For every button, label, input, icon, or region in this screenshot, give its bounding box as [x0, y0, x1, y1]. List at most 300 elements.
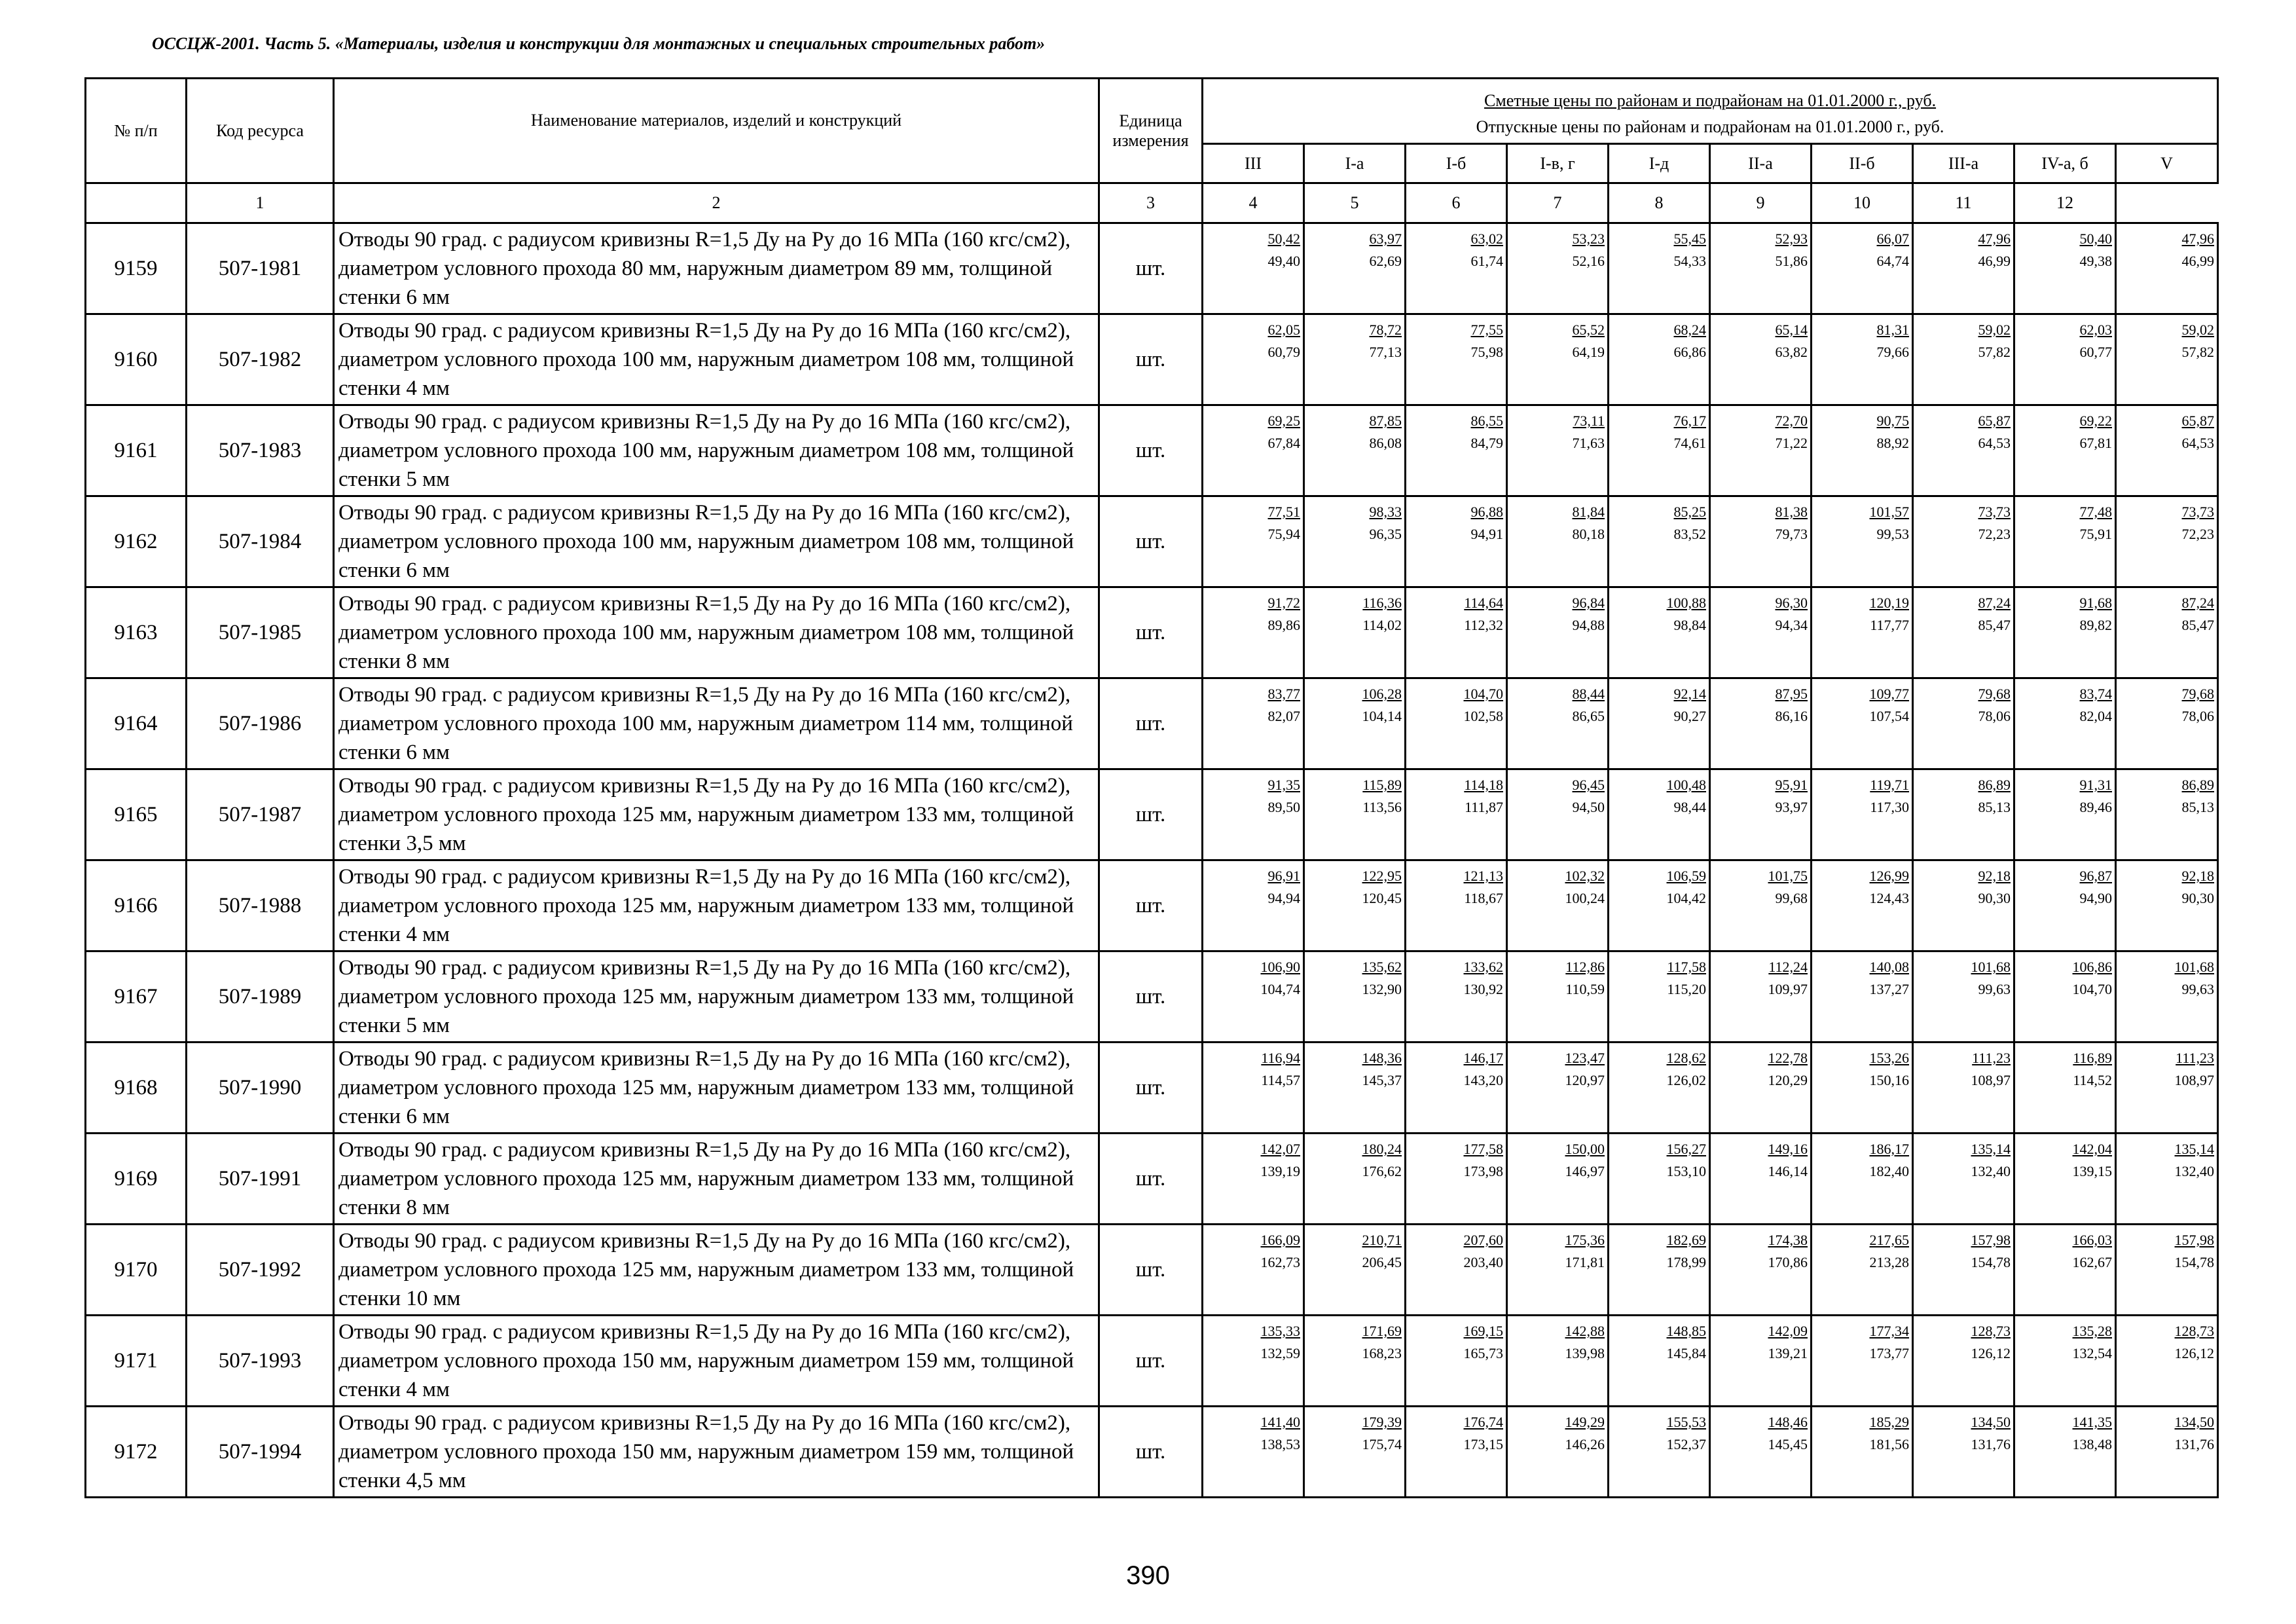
release-price: 139,98 — [1565, 1345, 1605, 1361]
release-price: 120,29 — [1768, 1072, 1808, 1088]
price-cell — [1710, 951, 1812, 1043]
release-price: 79,73 — [1775, 526, 1808, 542]
estimate-price: 95,91 — [1775, 777, 1808, 793]
column-number: 6 — [1406, 183, 1507, 223]
release-prices-title: Отпускные цены по районам и подрайонам на 01.01.2000 г., руб. — [1476, 117, 1944, 136]
estimate-price: 117,58 — [1667, 959, 1706, 975]
price-cell — [1203, 1407, 1304, 1498]
price-cell — [1304, 496, 1406, 587]
price-cell — [1710, 678, 1812, 769]
release-price: 85,13 — [1978, 799, 2011, 815]
unit: шт. — [1099, 678, 1203, 769]
resource-code: 507-1981 — [187, 223, 334, 314]
price-cell — [1710, 1407, 1812, 1498]
price-cell — [2116, 1225, 2218, 1316]
price-cell — [2014, 678, 2116, 769]
estimate-price: 85,25 — [1673, 504, 1706, 520]
price-cell — [1609, 587, 1710, 678]
price-cell — [2014, 1134, 2116, 1225]
estimate-price: 148,36 — [1362, 1050, 1402, 1066]
release-price: 181,56 — [1869, 1436, 1909, 1452]
estimate-price: 115,89 — [1362, 777, 1402, 793]
estimate-price: 176,74 — [1463, 1414, 1503, 1430]
release-price: 146,14 — [1768, 1163, 1808, 1179]
price-cell — [1203, 678, 1304, 769]
price-cell — [1812, 1134, 1913, 1225]
release-price: 139,21 — [1768, 1345, 1808, 1361]
release-price: 203,40 — [1463, 1254, 1503, 1270]
price-cell — [1710, 405, 1812, 496]
price-cell — [1913, 860, 2014, 951]
release-price: 74,61 — [1673, 435, 1706, 451]
price-cell — [1304, 587, 1406, 678]
price-cell — [1203, 1134, 1304, 1225]
release-price: 86,16 — [1775, 708, 1808, 724]
release-price: 104,74 — [1260, 981, 1300, 997]
column-number: 11 — [1913, 183, 2014, 223]
estimate-price: 73,73 — [2181, 504, 2215, 520]
estimate-price: 149,29 — [1565, 1414, 1605, 1430]
price-cell — [1507, 223, 1609, 314]
release-price: 63,82 — [1775, 344, 1808, 360]
release-price: 143,20 — [1463, 1072, 1503, 1088]
resource-code: 507-1985 — [187, 587, 334, 678]
price-cell — [1507, 314, 1609, 405]
resource-code: 507-1986 — [187, 678, 334, 769]
resource-code: 507-1988 — [187, 860, 334, 951]
release-price: 102,58 — [1463, 708, 1503, 724]
estimate-price: 78,72 — [1369, 322, 1402, 338]
table-row — [86, 769, 2218, 860]
estimate-price: 126,99 — [1869, 868, 1909, 884]
release-price: 173,98 — [1463, 1163, 1503, 1179]
column-number: 1 — [187, 183, 334, 223]
estimate-price: 100,88 — [1666, 595, 1706, 611]
estimate-price: 140,08 — [1869, 959, 1909, 975]
column-number: 3 — [1099, 183, 1203, 223]
price-cell — [2014, 951, 2116, 1043]
district-header: II-б — [1812, 144, 1913, 183]
release-price: 108,97 — [1971, 1072, 2011, 1088]
price-cell — [1609, 678, 1710, 769]
price-cell — [1304, 951, 1406, 1043]
estimate-price: 96,45 — [1572, 777, 1605, 793]
estimate-price: 101,75 — [1768, 868, 1808, 884]
estimate-price: 96,84 — [1572, 595, 1605, 611]
estimate-price: 52,93 — [1775, 231, 1808, 247]
price-cell — [1812, 405, 1913, 496]
price-cell — [2116, 769, 2218, 860]
price-cell — [1406, 587, 1507, 678]
estimate-price: 106,59 — [1666, 868, 1706, 884]
price-cell — [1406, 951, 1507, 1043]
price-cell — [1304, 860, 1406, 951]
price-cell — [2014, 314, 2116, 405]
estimate-price: 135,33 — [1260, 1323, 1300, 1339]
release-price: 89,86 — [1267, 617, 1300, 633]
price-cell — [1507, 1225, 1609, 1316]
price-cell — [1507, 860, 1609, 951]
estimate-price: 101,57 — [1869, 504, 1909, 520]
estimate-price: 112,86 — [1565, 959, 1605, 975]
estimate-price: 53,23 — [1572, 231, 1605, 247]
price-cell — [1406, 1134, 1507, 1225]
release-price: 85,47 — [1978, 617, 2011, 633]
price-cell — [1406, 223, 1507, 314]
estimate-price: 174,38 — [1768, 1232, 1808, 1248]
resource-code: 507-1989 — [187, 951, 334, 1043]
row-number: 9160 — [86, 314, 187, 405]
price-cell — [1710, 496, 1812, 587]
estimate-price: 83,74 — [2079, 686, 2112, 702]
estimate-price: 86,55 — [1470, 413, 1503, 429]
unit: шт. — [1099, 1043, 1203, 1134]
price-cell — [1710, 769, 1812, 860]
column-number: 12 — [2014, 183, 2116, 223]
estimate-price: 101,68 — [2174, 959, 2215, 975]
estimate-price: 91,72 — [1267, 595, 1300, 611]
item-name: Отводы 90 град. с радиусом кривизны R=1,5 Ду на Ру до 16 МПа (160 кгс/см2), диаметром условного прохода 100 мм, наружным диаметром 108 мм, толщиной стенки 6 мм — [334, 496, 1099, 587]
release-price: 206,45 — [1362, 1254, 1402, 1270]
release-price: 46,99 — [1978, 253, 2011, 269]
release-price: 67,81 — [2079, 435, 2112, 451]
estimate-price: 81,31 — [1876, 322, 1909, 338]
estimate-price: 135,14 — [2174, 1141, 2215, 1157]
estimate-price: 128,73 — [1971, 1323, 2011, 1339]
price-cell — [1609, 769, 1710, 860]
price-cell — [1812, 951, 1913, 1043]
district-header: IV-а, б — [2014, 144, 2116, 183]
release-price: 62,69 — [1369, 253, 1402, 269]
table-row — [86, 678, 2218, 769]
release-price: 176,62 — [1362, 1163, 1402, 1179]
estimate-price: 86,89 — [2181, 777, 2215, 793]
release-price: 93,97 — [1775, 799, 1808, 815]
resource-code: 507-1994 — [187, 1407, 334, 1498]
price-cell — [1609, 1134, 1710, 1225]
price-cell — [1203, 314, 1304, 405]
resource-code: 507-1984 — [187, 496, 334, 587]
release-price: 146,26 — [1565, 1436, 1605, 1452]
estimate-price: 122,95 — [1362, 868, 1402, 884]
price-cell — [2014, 1316, 2116, 1407]
release-price: 117,30 — [1870, 799, 1909, 815]
estimate-price: 122,78 — [1768, 1050, 1808, 1066]
release-price: 98,84 — [1673, 617, 1706, 633]
column-header-prices — [1203, 79, 2218, 144]
estimate-price: 148,46 — [1768, 1414, 1808, 1430]
price-cell — [1913, 1225, 2014, 1316]
estimate-price: 47,96 — [2181, 231, 2215, 247]
price-cell — [1812, 314, 1913, 405]
price-cell — [1304, 1316, 1406, 1407]
estimate-price: 106,90 — [1260, 959, 1300, 975]
release-price: 146,97 — [1565, 1163, 1605, 1179]
price-cell — [1913, 496, 2014, 587]
release-price: 145,84 — [1666, 1345, 1706, 1361]
estimate-price: 96,30 — [1775, 595, 1808, 611]
price-cell — [1812, 1225, 1913, 1316]
price-cell — [2116, 496, 2218, 587]
estimate-price: 177,34 — [1869, 1323, 1909, 1339]
price-cell — [2116, 223, 2218, 314]
estimate-price: 59,02 — [1978, 322, 2011, 338]
release-price: 114,02 — [1362, 617, 1402, 633]
resource-code: 507-1992 — [187, 1225, 334, 1316]
table-row — [86, 1407, 2218, 1498]
estimate-price: 150,00 — [1565, 1141, 1605, 1157]
price-cell — [2116, 860, 2218, 951]
release-price: 126,12 — [1971, 1345, 2011, 1361]
release-price: 96,35 — [1369, 526, 1402, 542]
release-price: 132,54 — [2072, 1345, 2112, 1361]
price-cell — [2014, 1407, 2116, 1498]
release-price: 82,07 — [1267, 708, 1300, 724]
estimate-price: 142,09 — [1768, 1323, 1808, 1339]
unit: шт. — [1099, 1225, 1203, 1316]
estimate-price: 96,91 — [1267, 868, 1300, 884]
release-price: 49,40 — [1267, 253, 1300, 269]
item-name: Отводы 90 град. с радиусом кривизны R=1,5 Ду на Ру до 16 МПа (160 кгс/см2), диаметром условного прохода 125 мм, наружным диаметром 133 мм, толщиной стенки 6 мм — [334, 1043, 1099, 1134]
estimate-price: 79,68 — [2181, 686, 2215, 702]
release-price: 132,40 — [1971, 1163, 2011, 1179]
estimate-price: 135,14 — [1971, 1141, 2011, 1157]
price-cell — [1203, 951, 1304, 1043]
release-price: 84,79 — [1470, 435, 1503, 451]
table-row — [86, 587, 2218, 678]
resource-code: 507-1987 — [187, 769, 334, 860]
unit: шт. — [1099, 1316, 1203, 1407]
release-price: 98,44 — [1673, 799, 1706, 815]
price-cell — [2014, 1043, 2116, 1134]
estimate-price: 65,87 — [1978, 413, 2011, 429]
estimate-price: 87,24 — [2181, 595, 2215, 611]
table-row — [86, 1043, 2218, 1134]
estimate-price: 86,89 — [1978, 777, 2011, 793]
price-cell — [1913, 1134, 2014, 1225]
item-name: Отводы 90 град. с радиусом кривизны R=1,5 Ду на Ру до 16 МПа (160 кгс/см2), диаметром условного прохода 100 мм, наружным диаметром 108 мм, толщиной стенки 8 мм — [334, 587, 1099, 678]
estimate-price: 77,55 — [1470, 322, 1503, 338]
estimate-price: 135,62 — [1362, 959, 1402, 975]
district-header: I-б — [1406, 144, 1507, 183]
release-price: 154,78 — [2174, 1254, 2215, 1270]
release-price: 71,63 — [1572, 435, 1605, 451]
estimate-price: 100,48 — [1666, 777, 1706, 793]
district-header: III-а — [1913, 144, 2014, 183]
estimate-price: 141,35 — [2072, 1414, 2112, 1430]
price-cell — [1609, 951, 1710, 1043]
item-name: Отводы 90 град. с радиусом кривизны R=1,5 Ду на Ру до 16 МПа (160 кгс/см2), диаметром условного прохода 125 мм, наружным диаметром 133 мм, толщиной стенки 5 мм — [334, 951, 1099, 1043]
price-cell — [1203, 496, 1304, 587]
release-price: 145,37 — [1362, 1072, 1402, 1088]
price-cell — [1203, 860, 1304, 951]
estimate-price: 111,23 — [1972, 1050, 2011, 1066]
estimate-price: 88,44 — [1572, 686, 1605, 702]
price-cell — [1507, 1316, 1609, 1407]
estimate-price: 157,98 — [2174, 1232, 2215, 1248]
release-price: 83,52 — [1673, 526, 1706, 542]
price-cell — [2116, 314, 2218, 405]
release-price: 90,30 — [1978, 890, 2011, 906]
release-price: 94,88 — [1572, 617, 1605, 633]
row-number: 9164 — [86, 678, 187, 769]
estimate-price: 133,62 — [1463, 959, 1503, 975]
release-price: 154,78 — [1971, 1254, 2011, 1270]
price-cell — [1609, 1316, 1710, 1407]
table-row — [86, 405, 2218, 496]
estimate-price: 104,70 — [1463, 686, 1503, 702]
page-number: 390 — [1126, 1561, 1170, 1590]
column-number: 4 — [1203, 183, 1304, 223]
release-price: 85,13 — [2181, 799, 2215, 815]
release-price: 165,73 — [1463, 1345, 1503, 1361]
estimate-price: 63,02 — [1470, 231, 1503, 247]
unit: шт. — [1099, 860, 1203, 951]
column-number: 7 — [1507, 183, 1609, 223]
item-name: Отводы 90 град. с радиусом кривизны R=1,5 Ду на Ру до 16 МПа (160 кгс/см2), диаметром условного прохода 100 мм, наружным диаметром 108 мм, толщиной стенки 5 мм — [334, 405, 1099, 496]
release-price: 94,91 — [1470, 526, 1503, 542]
column-header-unit: Единица измерения — [1099, 79, 1203, 183]
release-price: 88,92 — [1876, 435, 1909, 451]
estimate-price: 114,18 — [1464, 777, 1503, 793]
row-number: 9169 — [86, 1134, 187, 1225]
estimate-price: 185,29 — [1869, 1414, 1909, 1430]
release-price: 107,54 — [1869, 708, 1909, 724]
estimate-price: 153,26 — [1869, 1050, 1909, 1066]
release-price: 89,82 — [2079, 617, 2112, 633]
release-price: 60,79 — [1267, 344, 1300, 360]
table-row — [86, 314, 2218, 405]
column-number-empty — [86, 183, 187, 223]
estimate-price: 116,89 — [2073, 1050, 2112, 1066]
estimate-price: 134,50 — [1971, 1414, 2011, 1430]
item-name: Отводы 90 град. с радиусом кривизны R=1,5 Ду на Ру до 16 МПа (160 кгс/см2), диаметром условного прохода 150 мм, наружным диаметром 159 мм, толщиной стенки 4 мм — [334, 1316, 1099, 1407]
release-price: 104,42 — [1666, 890, 1706, 906]
estimate-price: 116,94 — [1261, 1050, 1300, 1066]
release-price: 64,19 — [1572, 344, 1605, 360]
price-cell — [1203, 223, 1304, 314]
estimate-price: 123,47 — [1565, 1050, 1605, 1066]
estimate-price: 177,58 — [1463, 1141, 1503, 1157]
release-price: 89,50 — [1267, 799, 1300, 815]
release-price: 109,97 — [1768, 981, 1808, 997]
price-cell — [1507, 1407, 1609, 1498]
estimate-price: 92,14 — [1673, 686, 1706, 702]
price-cell — [1203, 1225, 1304, 1316]
price-cell — [1304, 314, 1406, 405]
unit: шт. — [1099, 223, 1203, 314]
release-price: 120,97 — [1565, 1072, 1605, 1088]
row-number: 9165 — [86, 769, 187, 860]
price-cell — [1710, 1316, 1812, 1407]
price-cell — [1507, 951, 1609, 1043]
column-number: 5 — [1304, 183, 1406, 223]
estimate-price: 120,19 — [1869, 595, 1909, 611]
estimate-price: 109,77 — [1869, 686, 1909, 702]
price-cell — [1812, 223, 1913, 314]
estimate-price: 91,68 — [2079, 595, 2112, 611]
estimate-price: 50,40 — [2079, 231, 2112, 247]
release-price: 130,92 — [1463, 981, 1503, 997]
release-price: 124,43 — [1869, 890, 1909, 906]
release-price: 118,67 — [1464, 890, 1503, 906]
price-cell — [1507, 496, 1609, 587]
row-number: 9159 — [86, 223, 187, 314]
price-cell — [1913, 678, 2014, 769]
estimate-price: 50,42 — [1267, 231, 1300, 247]
estimate-price: 83,77 — [1267, 686, 1300, 702]
release-price: 64,53 — [2181, 435, 2215, 451]
price-cell — [2116, 678, 2218, 769]
price-cell — [1406, 1225, 1507, 1316]
district-header: III — [1203, 144, 1304, 183]
price-cell — [1507, 678, 1609, 769]
release-price: 120,45 — [1362, 890, 1402, 906]
price-cell — [1812, 496, 1913, 587]
release-price: 94,50 — [1572, 799, 1605, 815]
estimate-price: 68,24 — [1673, 322, 1706, 338]
price-cell — [1913, 314, 2014, 405]
price-cell — [1913, 1407, 2014, 1498]
release-price: 46,99 — [2181, 253, 2215, 269]
release-price: 72,23 — [2181, 526, 2215, 542]
release-price: 110,59 — [1565, 981, 1605, 997]
estimate-price: 157,98 — [1971, 1232, 2011, 1248]
estimate-price: 166,03 — [2072, 1232, 2112, 1248]
estimate-price: 114,64 — [1464, 595, 1503, 611]
estimate-price: 171,69 — [1362, 1323, 1402, 1339]
resource-code: 507-1990 — [187, 1043, 334, 1134]
price-cell — [1304, 1407, 1406, 1498]
release-price: 75,94 — [1267, 526, 1300, 542]
release-price: 90,30 — [2181, 890, 2215, 906]
price-cell — [1609, 496, 1710, 587]
price-cell — [1710, 1225, 1812, 1316]
item-name: Отводы 90 град. с радиусом кривизны R=1,5 Ду на Ру до 16 МПа (160 кгс/см2), диаметром условного прохода 150 мм, наружным диаметром 159 мм, толщиной стенки 4,5 мм — [334, 1407, 1099, 1498]
price-cell — [1710, 314, 1812, 405]
price-cell — [1304, 1043, 1406, 1134]
price-cell — [1203, 405, 1304, 496]
estimate-price: 149,16 — [1768, 1141, 1808, 1157]
estimate-price: 169,15 — [1463, 1323, 1503, 1339]
column-number: 9 — [1710, 183, 1812, 223]
estimate-price: 55,45 — [1673, 231, 1706, 247]
release-price: 100,24 — [1565, 890, 1605, 906]
release-price: 57,82 — [1978, 344, 2011, 360]
estimate-price: 141,40 — [1260, 1414, 1300, 1430]
column-number-row — [86, 183, 2218, 223]
price-cell — [1304, 405, 1406, 496]
table-row — [86, 1225, 2218, 1316]
table-header — [86, 79, 2218, 223]
item-name: Отводы 90 град. с радиусом кривизны R=1,5 Ду на Ру до 16 МПа (160 кгс/см2), диаметром условного прохода 125 мм, наружным диаметром 133 мм, толщиной стенки 8 мм — [334, 1134, 1099, 1225]
price-cell — [1406, 1043, 1507, 1134]
estimate-price: 73,11 — [1573, 413, 1605, 429]
release-price: 131,76 — [2174, 1436, 2215, 1452]
price-cell — [2014, 587, 2116, 678]
release-price: 111,87 — [1465, 799, 1503, 815]
price-table — [84, 77, 2219, 1498]
estimate-price: 182,69 — [1666, 1232, 1706, 1248]
price-cell — [1812, 1316, 1913, 1407]
release-price: 99,53 — [1876, 526, 1909, 542]
price-cell — [1507, 587, 1609, 678]
estimate-price: 166,09 — [1260, 1232, 1300, 1248]
price-cell — [1710, 860, 1812, 951]
release-price: 78,06 — [2181, 708, 2215, 724]
estimate-price: 81,84 — [1572, 504, 1605, 520]
estimate-price: 101,68 — [1971, 959, 2011, 975]
